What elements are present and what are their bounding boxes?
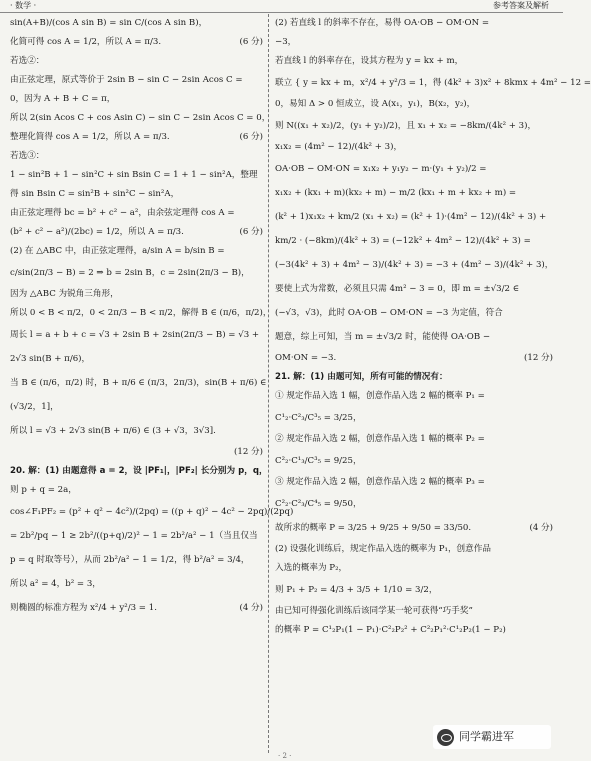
question-start: 20. 解：(1) 由题意得 a = 2，设 |PF₁|，|PF₂| 长分别为 p，q， bbox=[10, 466, 268, 476]
left-column bbox=[10, 14, 294, 753]
text-line bbox=[275, 602, 553, 621]
line-text: 所以 a² = 4，b² = 3， bbox=[10, 579, 101, 589]
line-text: 要使上式为常数，必须且只需 4m² − 3 = 0，即 m = ±√3/2 ∈ bbox=[275, 284, 520, 294]
line-text: C²₂·C²₃/C⁴₅ = 9/50， bbox=[275, 499, 362, 509]
watermark-text: 同学霸进军 bbox=[459, 730, 514, 744]
line-text: 因为 △ABC 为锐角三角形， bbox=[10, 289, 119, 299]
line-text: 所以 0 < B < π/2，0 < 2π/3 − B < π/2，解得 B ∈ (π/6，π/2)， bbox=[10, 308, 272, 318]
text-line bbox=[10, 185, 263, 204]
text-line bbox=[275, 516, 553, 540]
text-line bbox=[10, 481, 263, 500]
line-text: ① 规定作品入选 1 幅，创意作品入选 2 幅的概率 P₁ = bbox=[275, 391, 485, 401]
score-mark: (6 分) bbox=[239, 227, 263, 237]
text-line bbox=[10, 443, 263, 462]
text-line bbox=[10, 347, 263, 371]
line-text: cos∠F₁PF₂ = (p² + q² − 4c²)/(2pq) = ((p + q)² − 4c² − 2pq)/(2pq) bbox=[10, 507, 294, 517]
line-text: (k² + 1)x₁x₂ + km/2 (x₁ + x₂) = (k² + 1)·(4m² − 12)/(4k² + 3) + bbox=[275, 212, 547, 222]
text-line bbox=[10, 548, 263, 572]
line-text: 由已知可得强化训练后该同学某一轮可获得“巧手奖” bbox=[275, 606, 473, 616]
line-text: C¹₂·C²₃/C³₅ = 3/25， bbox=[275, 413, 362, 423]
line-text: 0，因为 A + B + C = π， bbox=[10, 94, 116, 104]
text-line bbox=[275, 349, 553, 368]
line-text: 联立 { y = kx + m，x²/4 + y²/3 = 1，得 (4k² + 3)x² + 8kmx + 4m² − 12 = bbox=[275, 78, 591, 88]
line-text: x₁x₂ = (4m² − 12)/(4k² + 3)， bbox=[275, 142, 403, 152]
text-line bbox=[10, 52, 263, 71]
line-text: sin(A+B)/(cos A sin B) = sin C/(cos A sin B)， bbox=[10, 18, 208, 28]
column-divider bbox=[268, 14, 269, 753]
text-line bbox=[275, 229, 553, 253]
text-line bbox=[10, 71, 263, 90]
text-line bbox=[10, 147, 263, 166]
line-text: 0，易知 Δ > 0 恒成立，设 A(x₁，y₁)，B(x₂，y₂)， bbox=[275, 99, 476, 109]
score-mark: (12 分) bbox=[234, 447, 263, 457]
text-line bbox=[275, 492, 553, 516]
text-line bbox=[275, 301, 553, 325]
line-text: 1 − sin²B + 1 − sin²C + sin Bsin C = 1 + 1 − sin²A，整理 bbox=[10, 170, 258, 180]
line-text: ③ 规定作品入选 2 幅，创意作品入选 2 幅的概率 P₃ = bbox=[275, 477, 485, 487]
line-text: (2) 在 △ABC 中，由正弦定理得，a/sin A = b/sin B = bbox=[10, 246, 225, 256]
line-text: 题意，综上可知，当 m = ±√3/2 时，能使得 OA·OB − bbox=[275, 332, 491, 342]
line-text: 若选②： bbox=[10, 56, 45, 66]
text-line bbox=[275, 95, 553, 114]
line-text: 所以 l = √3 + 2√3 sin(B + π/6) ∈ (3 + √3，3√3]. bbox=[10, 426, 216, 436]
watermark bbox=[433, 725, 551, 749]
text-line bbox=[10, 14, 263, 33]
wechat-icon bbox=[437, 729, 454, 746]
line-text: ② 规定作品入选 2 幅，创意作品入选 1 幅的概率 P₂ = bbox=[275, 434, 485, 444]
text-line bbox=[10, 524, 263, 548]
text-line bbox=[10, 371, 267, 395]
line-text: c/sin(2π/3 − B) = 2 ⇒ b = 2sin B，c = 2sin(2π/3 − B)， bbox=[10, 268, 250, 278]
header-title: 参考答案及解析 bbox=[493, 1, 549, 10]
text-line bbox=[10, 285, 263, 304]
text-line bbox=[275, 33, 553, 52]
text-line bbox=[10, 166, 263, 185]
text-line bbox=[275, 138, 553, 157]
text-line bbox=[275, 430, 553, 449]
text-line bbox=[275, 621, 553, 640]
text-line bbox=[275, 325, 553, 349]
line-text: (2) 若直线 l 的斜率不存在，易得 OA·OB − OM·ON = bbox=[275, 18, 490, 28]
text-line bbox=[275, 52, 553, 71]
text-line bbox=[10, 572, 263, 596]
text-line bbox=[275, 205, 553, 229]
text-line bbox=[275, 559, 553, 578]
text-line bbox=[275, 114, 553, 138]
text-line bbox=[10, 395, 263, 419]
line-text: 化简可得 cos A = 1/2，所以 A = π/3. bbox=[10, 37, 162, 47]
line-text: = 2b²/pq − 1 ≥ 2b²/((p+q)/2)² − 1 = 2b²/a² − 1（当且仅当 bbox=[10, 531, 258, 541]
text-line bbox=[10, 204, 263, 223]
page-number: · 2 · bbox=[278, 752, 292, 760]
line-text: 当 B ∈ (π/6，π/2) 时，B + π/6 ∈ (π/3，2π/3)，sin(B + π/6) ∈ bbox=[10, 378, 267, 388]
text-line bbox=[275, 71, 591, 95]
line-text: 入选的概率为 P₂， bbox=[275, 563, 348, 573]
score-mark: (6 分) bbox=[239, 37, 263, 47]
text-line bbox=[275, 578, 553, 602]
text-line bbox=[275, 368, 553, 387]
line-text: 则 p + q = 2a， bbox=[10, 485, 77, 495]
text-line bbox=[275, 473, 553, 492]
text-line bbox=[10, 109, 271, 128]
line-text: C²₂·C¹₃/C³₅ = 9/25， bbox=[275, 456, 362, 466]
line-text: (2) 设强化训练后，规定作品入选的概率为 P₁，创意作品 bbox=[275, 544, 491, 554]
question-start: 21. 解：(1) 由题可知，所有可能的情况有： bbox=[275, 372, 448, 382]
line-text: p = q 时取等号），从而 2b²/a² − 1 = 1/2，得 b²/a² = 3/4， bbox=[10, 555, 250, 565]
line-text: 则椭圆的标准方程为 x²/4 + y²/3 = 1. bbox=[10, 603, 157, 613]
line-text: (b² + c² − a²)/(2bc) = 1/2，所以 A = π/3. bbox=[10, 227, 184, 237]
line-text: (−3(4k² + 3) + 4m² − 3)/(4k² + 3) = −3 + (4m² − 3)/(4k² + 3)， bbox=[275, 260, 554, 270]
text-line bbox=[10, 596, 263, 620]
header-subject: · 数学 · bbox=[10, 1, 37, 10]
line-text: 由正弦定理得 bc = b² + c² − a²，由余弦定理得 cos A = bbox=[10, 208, 235, 218]
text-line bbox=[275, 157, 553, 181]
line-text: −3， bbox=[275, 37, 297, 47]
text-line bbox=[10, 242, 263, 261]
text-line bbox=[10, 33, 263, 52]
line-text: OM·ON = −3. bbox=[275, 353, 337, 363]
score-mark: (6 分) bbox=[239, 132, 263, 142]
text-line bbox=[10, 323, 263, 347]
line-text: x₁x₂ + (kx₁ + m)(kx₂ + m) − m/2 (kx₁ + m + kx₂ + m) = bbox=[275, 188, 517, 198]
text-line bbox=[10, 500, 294, 524]
text-line bbox=[275, 387, 553, 406]
line-text: (√3/2，1]， bbox=[10, 402, 59, 412]
score-mark: (4 分) bbox=[239, 603, 263, 613]
line-text: (−√3，√3)，此时 OA·OB − OM·ON = −3 为定值，符合 bbox=[275, 308, 503, 318]
text-line bbox=[275, 277, 553, 301]
line-text: OA·OB − OM·ON = x₁x₂ + y₁y₂ − m·(y₁ + y₂)/2 = bbox=[275, 164, 487, 174]
page-header bbox=[0, 0, 563, 13]
text-line bbox=[275, 14, 553, 33]
line-text: km/2 · (−8km)/(4k² + 3) = (−12k² + 4m² − 12)/(4k² + 3) = bbox=[275, 236, 531, 246]
line-text: 得 sin Bsin C = sin²B + sin²C − sin²A， bbox=[10, 189, 180, 199]
text-line bbox=[10, 223, 263, 242]
line-text: 周长 l = a + b + c = √3 + 2sin B + 2sin(2π/3 − B) = √3 + bbox=[10, 330, 260, 340]
text-line bbox=[10, 261, 263, 285]
text-line bbox=[10, 304, 272, 323]
line-text: 的概率 P = C¹₂P₁(1 − P₁)·C²₂P₂² + C²₂P₁²·C¹₂P₂(1 − P₂) bbox=[275, 625, 506, 635]
score-mark: (4 分) bbox=[529, 523, 553, 533]
right-column bbox=[275, 14, 591, 753]
line-text: 若直线 l 的斜率存在，设其方程为 y = kx + m， bbox=[275, 56, 464, 66]
line-text: 则 N((x₁ + x₂)/2，(y₁ + y₂)/2)，且 x₁ + x₂ = −8km/(4k² + 3)， bbox=[275, 121, 537, 131]
line-text: 由正弦定理，原式等价于 2sin B − sin C − 2sin Acos C = bbox=[10, 75, 243, 85]
text-line bbox=[275, 406, 553, 430]
text-line bbox=[10, 90, 263, 109]
text-line bbox=[10, 419, 263, 443]
line-text: 2√3 sin(B + π/6)， bbox=[10, 354, 91, 364]
line-text: 故所求的概率 P = 3/25 + 9/25 + 9/50 = 33/50. bbox=[275, 523, 472, 533]
line-text: 所以 2(sin Acos C + cos Asin C) − sin C − 2sin Acos C = 0， bbox=[10, 113, 271, 123]
line-text: 整理化简得 cos A = 1/2，所以 A = π/3. bbox=[10, 132, 170, 142]
text-line bbox=[10, 462, 268, 481]
text-line bbox=[275, 540, 553, 559]
text-line bbox=[10, 128, 263, 147]
line-text: 若选③： bbox=[10, 151, 45, 161]
text-line bbox=[275, 253, 553, 277]
text-line bbox=[275, 449, 553, 473]
score-mark: (12 分) bbox=[524, 353, 553, 363]
line-text: 则 P₁ + P₂ = 4/3 + 3/5 + 1/10 = 3/2， bbox=[275, 585, 438, 595]
text-line bbox=[275, 181, 553, 205]
